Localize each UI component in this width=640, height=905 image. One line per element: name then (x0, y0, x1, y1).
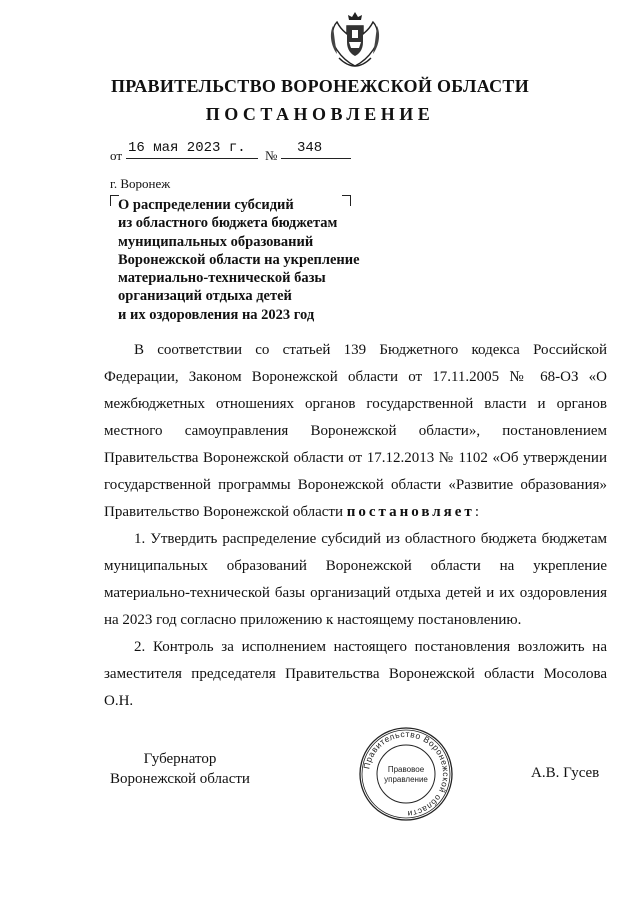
resolves-colon: : (474, 504, 479, 520)
title-line: материально-технической базы (118, 270, 326, 287)
item-1-paragraph: 1. Утвердить распределение субсидий из областного бюджета бюджетам муниципальных образований Воронежской области на укрепление материально-технической базы организаций отдыха детей и их оздоровления на 2023 год согласно приложению к настоящему постановлению. (104, 531, 607, 628)
signatory-name: А.В. Гусев (531, 765, 600, 781)
document-title (118, 196, 418, 324)
official-stamp (357, 725, 455, 823)
stamp-center-line: управление (384, 775, 428, 784)
number-label: № (265, 148, 278, 163)
date-label: от (110, 148, 123, 163)
document-body (104, 337, 607, 715)
preamble-paragraph (104, 337, 607, 526)
title-line: муниципальных образований (118, 233, 314, 250)
city: г. Воронеж (110, 176, 171, 191)
title-line: и их оздоровления на 2023 год (118, 306, 315, 323)
date-value: 16 мая 2023 г. (128, 140, 246, 156)
signatory-title-line: Губернатор (143, 751, 217, 767)
signatory-title (100, 749, 260, 789)
title-line: О распределении субсидий (118, 197, 294, 213)
number-value: 348 (297, 140, 323, 156)
signatory-title-line: Воронежской области (110, 771, 250, 787)
title-line: из областного бюджета бюджетам (118, 215, 338, 232)
document-type: ПОСТАНОВЛЕНИЕ (205, 104, 435, 124)
stamp-ring-text: Правительство Воронежской области (361, 728, 452, 820)
item-2-paragraph: 2. Контроль за исполнением настоящего постановления возложить на заместителя председателя Правительства Воронежской области Мосолова О.Н. (104, 639, 607, 709)
organization-name: ПРАВИТЕЛЬСТВО ВОРОНЕЖСКОЙ ОБЛАСТИ (110, 76, 530, 96)
title-line: организаций отдыха детей (118, 288, 292, 305)
date-underline (126, 158, 258, 159)
coat-of-arms-emblem (329, 8, 381, 70)
preamble-text: В соответствии со статьей 139 Бюджетного кодекса Российской Федерации, Законом Воронежской области от 17.11.2005 № 68-ОЗ «О межбюджетных отношениях органов государственной власти и органов местного самоуправления Воронежской области», постановлением Правительства Воронежской области от 17.12.2013 № 1102 «Об утверждении государственной программы Воронежской области «Развитие образования» Правительство Воронежской области (104, 342, 607, 520)
stamp-center-line: Правовое (387, 765, 425, 774)
title-line: Воронежской области на укрепление (118, 251, 360, 268)
number-underline (281, 158, 351, 159)
resolves-word: постановляет (346, 504, 475, 520)
